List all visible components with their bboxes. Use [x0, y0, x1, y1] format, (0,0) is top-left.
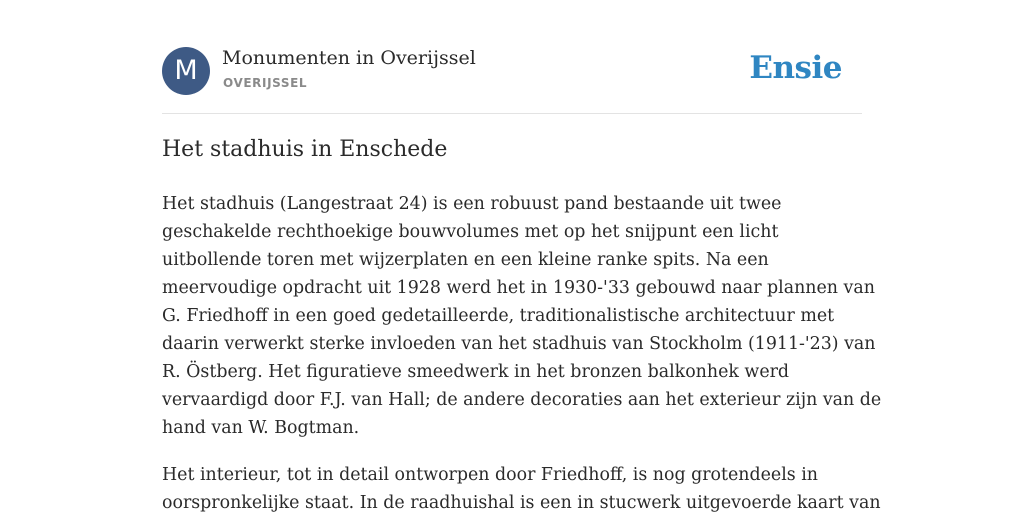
text-line: geschakelde rechthoekige bouwvolumes met op het snijpunt een licht: [162, 222, 779, 242]
text-line: G. Friedhoff in een goed gedetailleerde, traditionalistische architectuur met: [162, 306, 835, 326]
paragraph-2: [162, 461, 881, 512]
text-line: uitbollende toren met wijzerplaten en een kleine ranke spits. Na een: [162, 250, 769, 270]
ensie-logo[interactable]: Ensie: [749, 50, 842, 86]
text-line: Het interieur, tot in detail ontworpen door Friedhoff, is nog grotendeels in: [162, 465, 818, 485]
text-line: daarin verwerkt sterke invloeden van het stadhuis van Stockholm (1911-'23) van: [162, 334, 876, 354]
source-header: [162, 46, 862, 96]
text-line: meervoudige opdracht uit 1928 werd het in 1930-'33 gebouwd naar plannen van: [162, 278, 875, 298]
text-line: oorspronkelijke staat. In de raadhuishal is een in stucwerk uitgevoerde kaart van: [162, 493, 881, 512]
header-divider: [162, 113, 862, 114]
article-body: [162, 190, 882, 512]
source-avatar[interactable]: M: [162, 47, 210, 95]
source-title-link[interactable]: Monumenten in Overijssel: [222, 47, 476, 69]
text-line: R. Östberg. Het figuratieve smeedwerk in het bronzen balkonhek werd: [162, 362, 790, 382]
text-line: hand van W. Bogtman.: [162, 418, 360, 438]
text-line: vervaardigd door F.J. van Hall; de andere decoraties aan het exterieur zijn van de: [162, 390, 882, 410]
text-line: Het stadhuis (Langestraat 24) is een robuust pand bestaande uit twee: [162, 194, 782, 214]
paragraph-1: [162, 190, 882, 442]
source-region-label: OVERIJSSEL: [223, 76, 308, 90]
article-title: Het stadhuis in Enschede: [162, 137, 448, 162]
